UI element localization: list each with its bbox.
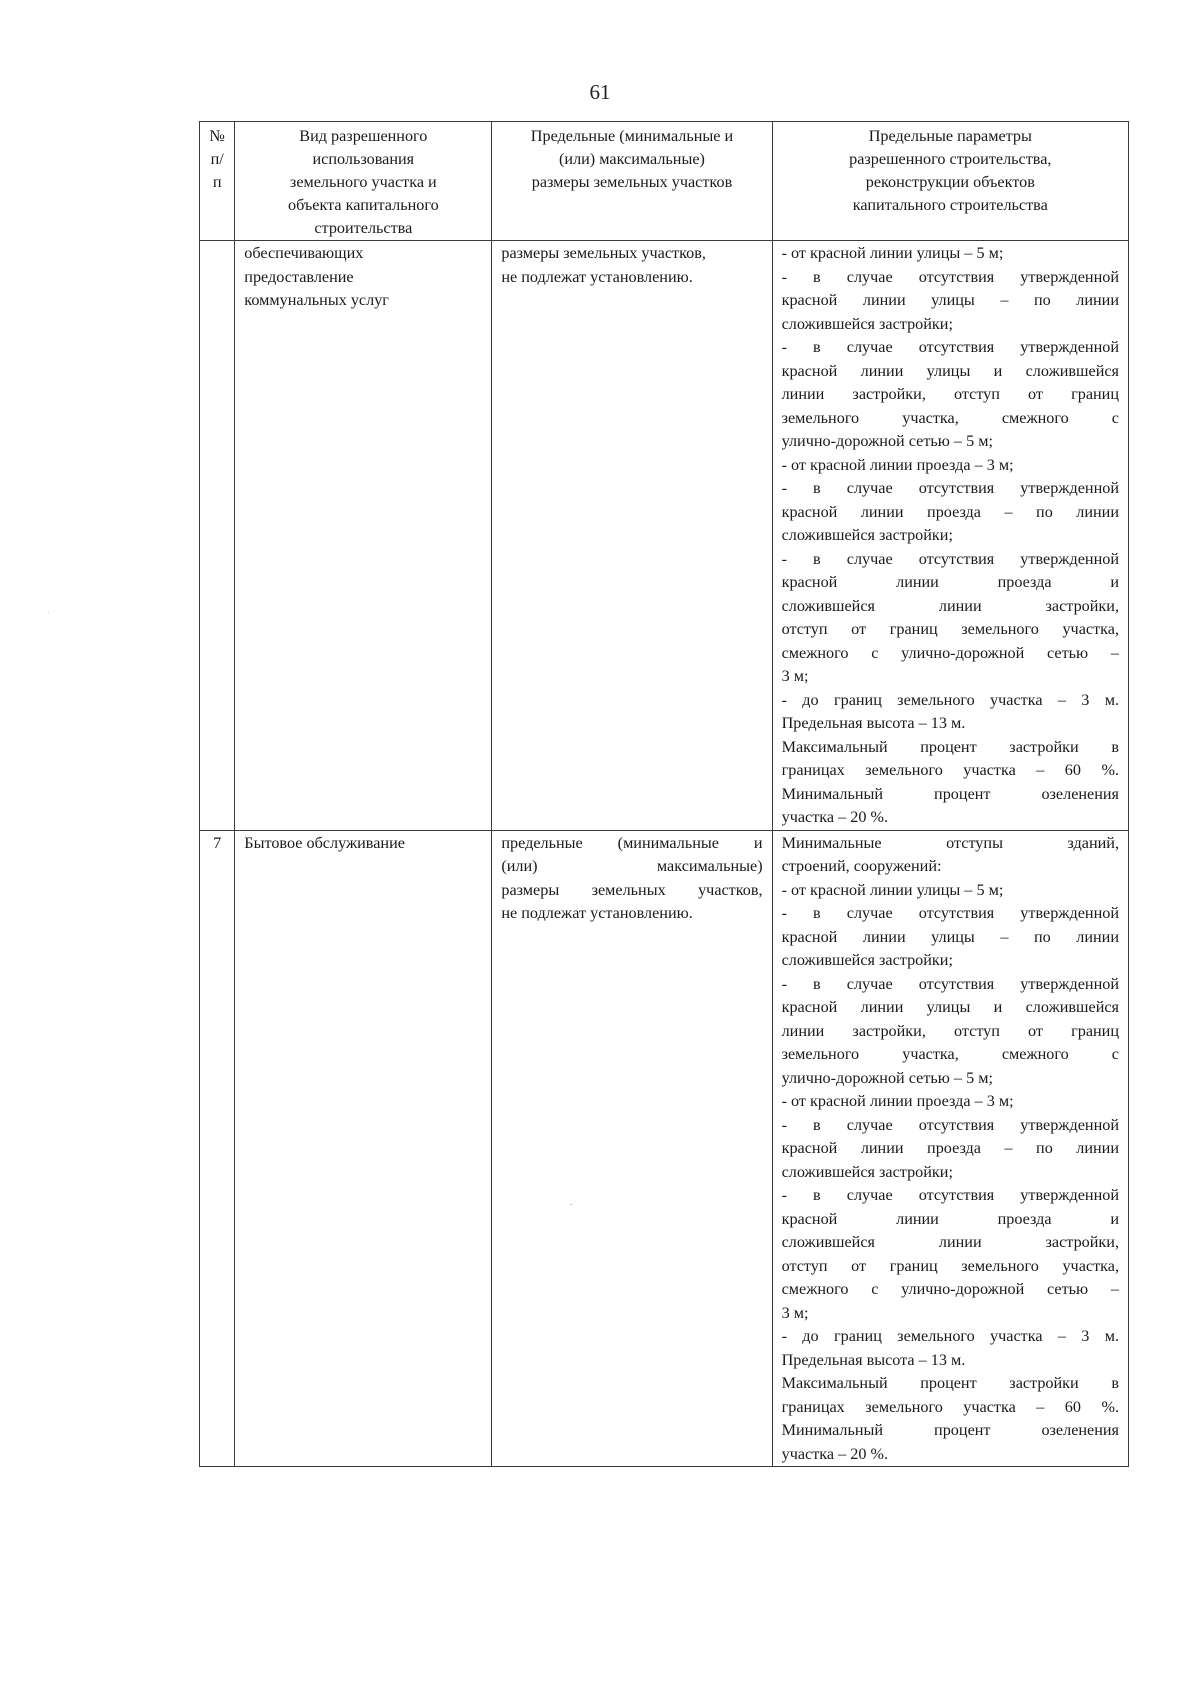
params-line: красной линии улицы и сложившейся [781,361,1119,380]
params-line: красной линии улицы – по линии [781,927,1119,946]
params-line: сложившейся линии застройки, [781,596,1119,615]
scan-speck [570,1204,572,1205]
params-line: участка – 20 %. [781,1444,889,1463]
params-line: - до границ земельного участка – 3 м. [781,1327,1119,1345]
params-line: участка – 20 %. [781,808,889,826]
params-line: Предельная высота – 13 м. [781,714,966,732]
params-line: Минимальный процент озеленения [781,784,1119,803]
params-line: красной линии проезда – по линии [781,1139,1119,1157]
header-params [772,122,1128,241]
header-size-line: (или) максимальные) [559,150,705,168]
header-params-line: капитального строительства [852,196,1048,214]
params-line: границах земельного участка – 60 %. [781,1397,1119,1416]
params-line: Максимальный процент застройки в [781,1374,1119,1392]
row-kind-cell [235,830,492,1467]
params-line: - от красной линии проезда – 3 м; [781,1092,1014,1110]
size-line: не подлежат установлению. [501,267,693,286]
row-size-cell [492,830,772,1467]
header-kind-line: использования [312,150,415,168]
params-line: 3 м; [781,667,809,685]
params-line: красной линии улицы – по линии [781,291,1119,309]
params-line: - в случае отсутствия утвержденной [781,338,1119,356]
params-line: - в случае отсутствия утвержденной [781,974,1119,993]
header-params-line: разрешенного строительства, [849,150,1052,168]
params-line: линии застройки, отступ от границ [781,385,1119,403]
params-line: границах земельного участка – 60 %. [781,761,1119,779]
size-line: размеры земельных участков, [501,244,706,262]
row-num-cell [200,241,235,831]
params-line: красной линии проезда и [781,1209,1119,1228]
header-num [200,122,235,241]
size-line: предельные (минимальные и [501,833,763,852]
size-line: (или) максимальные) [501,857,763,875]
params-line: Предельная высота – 13 м. [781,1350,966,1369]
params-line: земельного участка, смежного с [781,1045,1119,1063]
params-line: - в случае отсутствия утвержденной [781,267,1119,286]
header-size-line: размеры земельных участков [531,173,733,191]
params-line: - в случае отсутствия утвержденной [781,479,1119,497]
kind-line: предоставление [244,267,354,286]
params-line: - от красной линии улицы – 5 м; [781,880,1004,899]
params-line: - в случае отсутствия утвержденной [781,549,1119,568]
params-line: - в случае отсутствия утвержденной [781,1186,1119,1204]
header-size-line: Предельные (минимальные и [530,127,734,145]
header-params-line: Предельные параметры [868,127,1032,145]
params-line: смежного с улично-дорожной сетью – [781,1280,1119,1298]
header-size [492,122,772,241]
params-line: сложившейся застройки; [781,951,953,969]
row-params-cell [772,830,1128,1467]
kind-line: обеспечивающих [244,244,364,262]
header-kind-line: объекта капитального [287,196,439,214]
kind-line: коммунальных услуг [244,291,389,309]
row-size-cell [492,241,772,831]
kind-line: Бытовое обслуживание [244,833,405,852]
row-kind-cell [235,241,492,831]
params-line: 3 м; [781,1303,809,1322]
params-line: земельного участка, смежного с [781,408,1119,427]
params-line: сложившейся линии застройки, [781,1233,1119,1251]
table-header-row [200,122,1129,241]
scan-speck [48,612,49,613]
params-line: красной линии проезда и [781,573,1119,591]
params-line: красной линии улицы и сложившейся [781,998,1119,1016]
params-line: отступ от границ земельного участка, [781,620,1119,638]
size-line: не подлежат установлению. [501,904,693,922]
header-kind-line: строительства [314,219,413,237]
page-number: 61 [589,80,611,104]
params-line: - до границ земельного участка – 3 м. [781,690,1119,709]
params-line: - в случае отсутствия утвержденной [781,904,1119,922]
regulations-table [199,121,1129,1467]
params-line: Максимальный процент застройки в [781,737,1119,756]
params-line: красной линии проезда – по линии [781,502,1119,521]
params-line: отступ от границ земельного участка, [781,1256,1119,1275]
params-line: - от красной линии проезда – 3 м; [781,455,1014,474]
row-num-cell: 7 [200,830,235,1467]
params-line: смежного с улично-дорожной сетью – [781,643,1119,662]
row-params-cell [772,241,1128,831]
header-kind [235,122,492,241]
params-line: сложившейся застройки; [781,314,953,333]
size-line: размеры земельных участков, [501,880,763,899]
params-line: сложившейся застройки; [781,1162,953,1181]
table-row [200,241,1129,831]
params-line: улично-дорожной сетью – 5 м; [781,432,993,450]
params-line: - в случае отсутствия утвержденной [781,1115,1119,1134]
params-line: - от красной линии улицы – 5 м; [781,244,1004,262]
header-kind-line: Вид разрешенного [299,127,428,145]
header-num-line: № [209,127,225,145]
params-line: сложившейся застройки; [781,526,953,544]
params-line: Минимальные отступы зданий, [781,833,1119,852]
params-line: линии застройки, отступ от границ [781,1021,1119,1040]
params-line: Минимальный процент озеленения [781,1421,1119,1439]
header-params-line: реконструкции объектов [865,173,1035,191]
header-num-line: п/п [210,150,224,191]
table-row [200,830,1129,1467]
params-line: улично-дорожной сетью – 5 м; [781,1068,993,1087]
header-kind-line: земельного участка и [289,173,437,191]
params-line: строений, сооружений: [781,857,942,875]
